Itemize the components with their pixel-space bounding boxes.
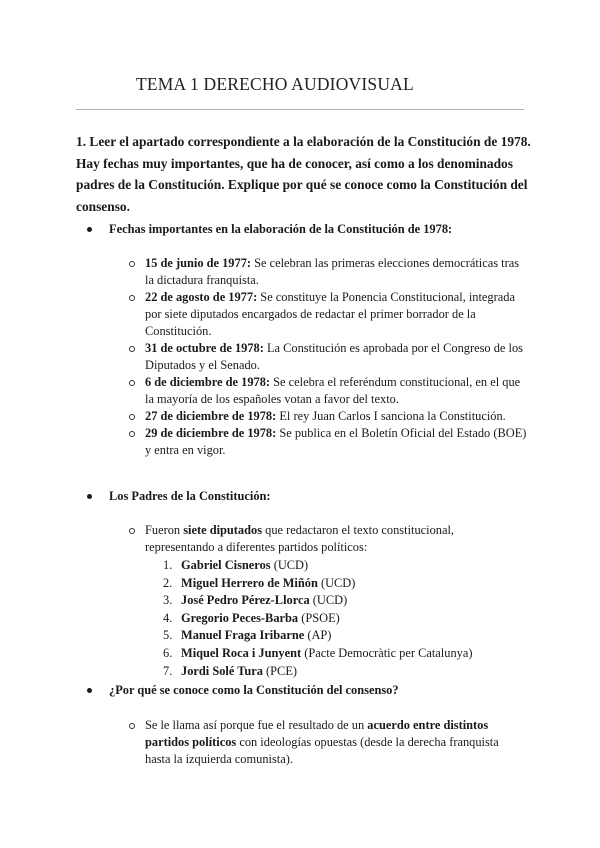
bullet-dot	[87, 227, 92, 232]
title-divider	[76, 109, 524, 110]
father-item: 2. Miguel Herrero de Miñón (UCD)	[163, 575, 356, 590]
father-item: 3. José Pedro Pérez-Llorca (UCD)	[163, 593, 348, 608]
date-text: Se publica en el Boletín Oficial del Estado (BOE) y entra en vigor.	[145, 426, 527, 457]
date-text: Se celebran las primeras elecciones democráticas tras la dictadura franquista.	[145, 256, 520, 287]
father-name: Jordi Solé Tura	[181, 663, 263, 678]
date-item	[128, 255, 528, 289]
fathers-intro: Fueron siete diputados que redactaron el texto constitucional, representando a diferentes partidos políticos:	[128, 522, 518, 556]
father-party: (PSOE)	[298, 610, 340, 625]
question-text: 1. Leer el apartado correspondiente a la elaboración de la Constitución de 1978. Hay fechas muy importantes, que ha de conocer, así como a los denominados padres de la Constitución. Explique por qué se conoce como la Constitución del consenso.	[76, 134, 531, 214]
bullet-dot	[87, 688, 92, 693]
father-name: Miguel Herrero de Miñón	[181, 575, 318, 590]
date-text: Se constituye la Ponencia Constitucional, integrada por siete diputados encargados de redactar el primer borrador de la Constitución.	[145, 290, 515, 338]
document-title: TEMA 1 DERECHO AUDIOVISUAL	[136, 74, 414, 94]
father-name: José Pedro Pérez-Llorca	[181, 593, 310, 608]
date-label: 31 de octubre de 1978:	[145, 341, 264, 355]
consensus-list	[128, 717, 518, 768]
father-party: (UCD)	[270, 558, 309, 572]
father-party: (UCD)	[309, 593, 348, 608]
bullet-dot	[87, 494, 92, 499]
fathers-intro-list	[128, 522, 518, 556]
date-text: Se celebra el referéndum constitucional, en el que la mayoría de los españoles votan a favor del texto.	[145, 375, 521, 406]
father-item: 4. Gregorio Peces-Barba (PSOE)	[163, 610, 340, 625]
father-party: (Pacte Democràtic per Catalunya)	[301, 645, 473, 660]
father-name: Gregorio Peces-Barba	[181, 610, 299, 625]
consensus-bold: acuerdo entre distintos partidos políticos	[145, 718, 489, 749]
father-name: Gabriel Cisneros	[181, 558, 271, 572]
date-label: 22 de agosto de 1977:	[145, 290, 258, 304]
date-label: 27 de diciembre de 1978:	[145, 409, 277, 423]
date-label: 29 de diciembre de 1978:	[145, 426, 277, 440]
date-item	[128, 408, 528, 425]
consensus-heading: ¿Por qué se conoce como la Constitución del consenso?	[109, 683, 399, 697]
consensus-item: Se le llama así porque fue el resultado de un acuerdo entre distintos partidos políticos con ideologías opuestas (desde la derecha franquista hasta la izquierda comunista).	[128, 717, 518, 768]
father-party: (PCE)	[262, 663, 298, 678]
father-party: (AP)	[304, 628, 332, 643]
father-item: 1. Gabriel Cisneros (UCD)	[163, 558, 309, 572]
dates-list	[128, 255, 528, 459]
fathers-heading: Los Padres de la Constitución:	[109, 489, 271, 503]
father-item: 7. Jordi Solé Tura (PCE)	[163, 663, 298, 678]
father-item: 6. Miquel Roca i Junyent (Pacte Democràtic per Catalunya)	[163, 645, 473, 660]
date-label: 6 de diciembre de 1978:	[145, 375, 271, 389]
father-party: (UCD)	[317, 575, 356, 590]
fathers-list	[163, 557, 543, 680]
father-item: 5. Manuel Fraga Iribarne (AP)	[163, 628, 332, 643]
date-text: La Constitución es aprobada por el Congreso de los Diputados y el Senado.	[145, 341, 523, 372]
fathers-count: siete diputados	[183, 523, 263, 537]
date-item	[128, 340, 528, 374]
date-item	[128, 425, 528, 459]
date-item	[128, 374, 528, 408]
father-name: Miquel Roca i Junyent	[181, 645, 302, 660]
date-item	[128, 289, 528, 340]
dates-heading: Fechas importantes en la elaboración de la Constitución de 1978:	[109, 222, 453, 236]
date-text: El rey Juan Carlos I sanciona la Constitución.	[276, 409, 506, 423]
father-name: Manuel Fraga Iribarne	[181, 628, 305, 643]
date-label: 15 de junio de 1977:	[145, 256, 252, 270]
